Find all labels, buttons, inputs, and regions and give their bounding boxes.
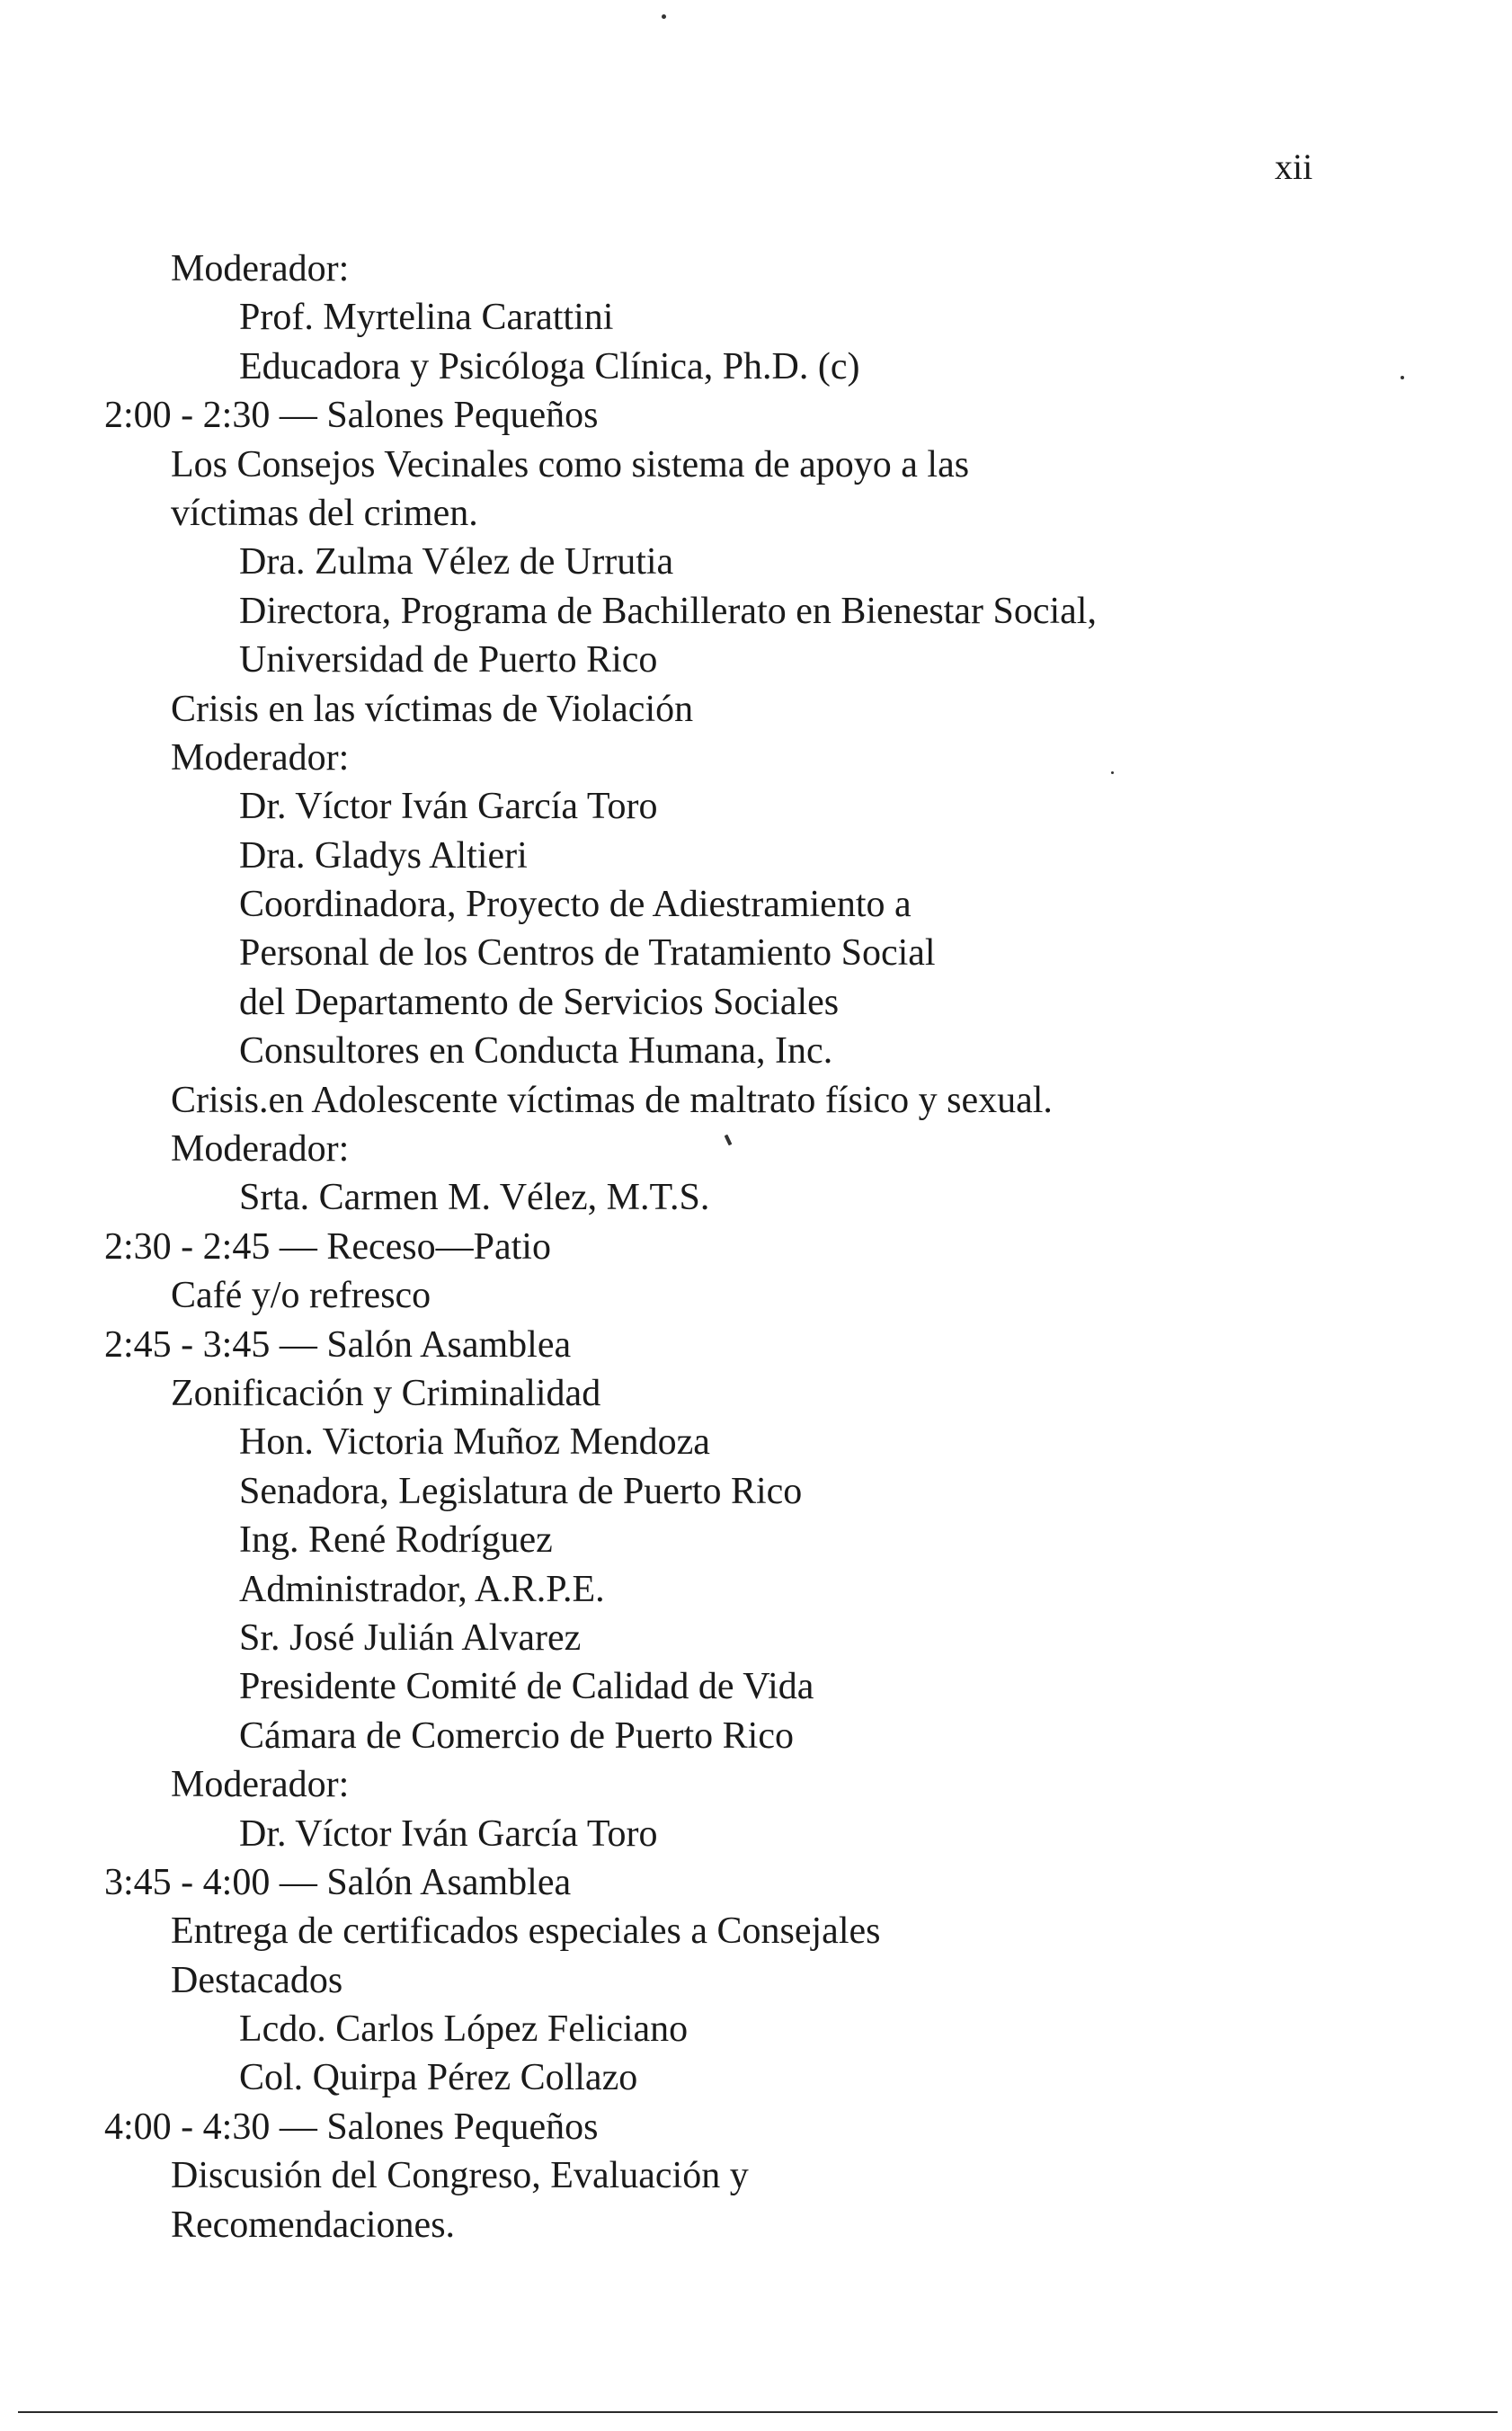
- speaker-detail-line: Administrador, A.R.P.E.: [239, 1568, 605, 1610]
- session-topic-line: Moderador:: [171, 1128, 350, 1171]
- session-time-line: 2:00 - 2:30 — Salones Pequeños: [104, 395, 599, 437]
- page-number: xii: [1275, 147, 1313, 187]
- speaker-detail-line: Educadora y Psicóloga Clínica, Ph.D. (c): [239, 345, 860, 387]
- speaker-detail-line: Dr. Víctor Iván García Toro: [239, 786, 658, 828]
- speaker-detail-line: Universidad de Puerto Rico: [239, 639, 658, 681]
- session-topic-line: Los Consejos Vecinales como sistema de apoyo a las: [171, 443, 970, 485]
- speaker-detail-line: Cámara de Comercio de Puerto Rico: [239, 1714, 794, 1757]
- session-time-line: 2:45 - 3:45 — Salón Asamblea: [104, 1323, 572, 1366]
- speaker-detail-line: Lcdo. Carlos López Feliciano: [239, 2008, 689, 2051]
- session-time-line: 4:00 - 4:30 — Salones Pequeños: [104, 2106, 599, 2148]
- session-time-line: 2:30 - 2:45 — Receso—Patio: [104, 1225, 551, 1268]
- session-topic-line: Moderador:: [171, 736, 350, 779]
- scan-speck: [662, 14, 666, 19]
- bottom-rule: [18, 2411, 1498, 2413]
- speaker-detail-line: Dra. Zulma Vélez de Urrutia: [239, 541, 674, 583]
- session-topic-line: Recomendaciones.: [171, 2204, 456, 2246]
- session-topic-line: Entrega de certificados especiales a Consejales: [171, 1910, 881, 1953]
- session-topic-line: Zonificación y Criminalidad: [171, 1372, 601, 1414]
- scan-speck: [1111, 771, 1114, 774]
- speaker-detail-line: Senadora, Legislatura de Puerto Rico: [239, 1470, 803, 1512]
- speaker-detail-line: Dr. Víctor Iván García Toro: [239, 1812, 658, 1855]
- speaker-detail-line: Ing. René Rodríguez: [239, 1519, 553, 1562]
- session-topic-line: Destacados: [171, 1959, 343, 2001]
- session-topic-line: Discusión del Congreso, Evaluación y: [171, 2155, 749, 2197]
- program-schedule: [104, 245, 1399, 2249]
- speaker-detail-line: Consultores en Conducta Humana, Inc.: [239, 1030, 833, 1073]
- session-topic-line: víctimas del crimen.: [171, 492, 478, 534]
- speaker-detail-line: Srta. Carmen M. Vélez, M.T.S.: [239, 1177, 710, 1219]
- speaker-detail-line: Directora, Programa de Bachillerato en Bienestar Social,: [239, 590, 1097, 632]
- speaker-detail-line: Presidente Comité de Calidad de Vida: [239, 1666, 814, 1708]
- speaker-detail-line: Hon. Victoria Muñoz Mendoza: [239, 1421, 710, 1464]
- session-topic-line: Café y/o refresco: [171, 1275, 431, 1317]
- speaker-detail-line: Prof. Myrtelina Carattini: [239, 297, 614, 339]
- session-time-line: 3:45 - 4:00 — Salón Asamblea: [104, 1861, 572, 1903]
- scan-speck: [1401, 376, 1404, 379]
- session-topic-line: Moderador:: [171, 1764, 350, 1806]
- session-topic-line: Crisis en las víctimas de Violación: [171, 688, 694, 730]
- speaker-detail-line: Col. Quirpa Pérez Collazo: [239, 2057, 638, 2099]
- speaker-detail-line: del Departamento de Servicios Sociales: [239, 981, 840, 1023]
- session-topic-line: Moderador:: [171, 248, 350, 289]
- speaker-detail-line: Coordinadora, Proyecto de Adiestramiento a: [239, 884, 912, 926]
- session-topic-line: Crisis.en Adolescente víctimas de maltrato físico y sexual.: [171, 1079, 1053, 1121]
- speaker-detail-line: Personal de los Centros de Tratamiento Social: [239, 932, 936, 975]
- speaker-detail-line: Dra. Gladys Altieri: [239, 834, 528, 877]
- speaker-detail-line: Sr. José Julián Alvarez: [239, 1616, 582, 1659]
